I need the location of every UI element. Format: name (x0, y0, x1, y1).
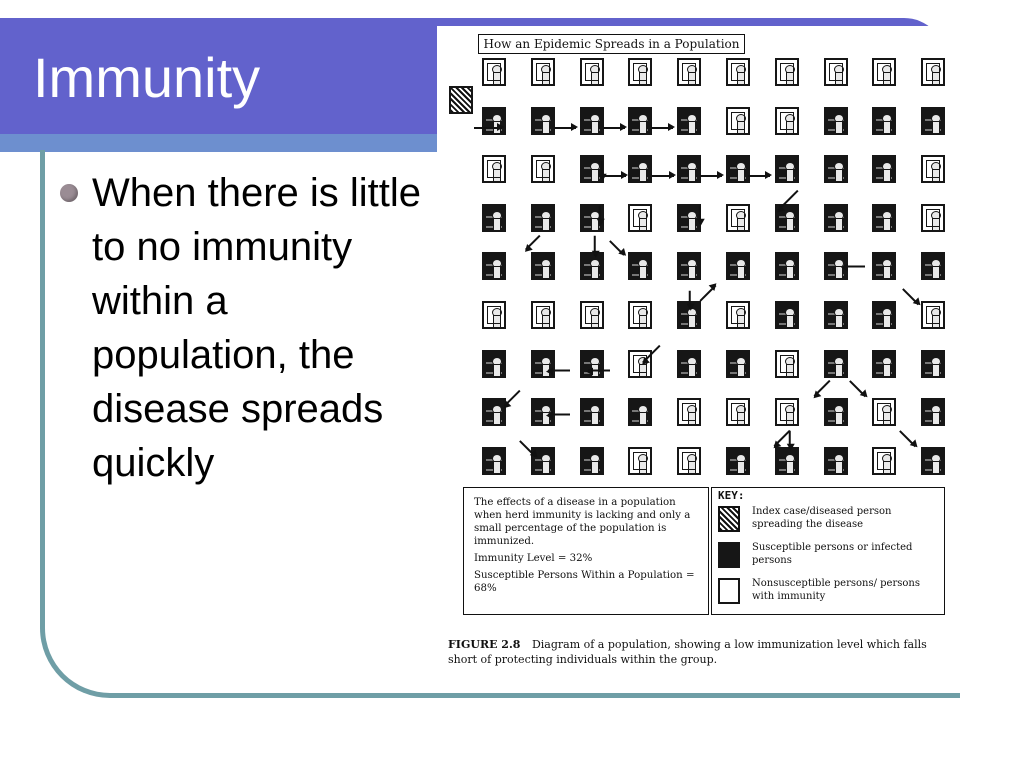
person-head-icon (882, 405, 892, 414)
person-body-icon (786, 121, 794, 134)
susceptible-person-icon (531, 204, 555, 232)
person-head-icon (638, 308, 648, 317)
susceptible-person-icon (677, 107, 701, 135)
bullet-icon (60, 184, 78, 202)
person-body-icon (737, 364, 745, 377)
key-title: KEY: (718, 489, 745, 502)
person-body-icon (932, 169, 940, 182)
person-body-icon (835, 121, 843, 134)
immune-person-icon (482, 301, 506, 329)
person-body-icon (932, 266, 940, 279)
susceptible-person-icon (921, 398, 945, 426)
immune-person-icon (775, 107, 799, 135)
person-body-icon (883, 315, 891, 328)
spread-arrow-icon (601, 161, 603, 179)
susceptible-person-icon (726, 155, 750, 183)
susceptible-person-icon (921, 252, 945, 280)
susceptible-person-icon (677, 350, 701, 378)
person-body-icon (786, 461, 794, 474)
susceptible-person-icon (628, 107, 652, 135)
susceptible-person-icon (872, 350, 896, 378)
susceptible-person-icon (824, 107, 848, 135)
immune-person-icon (872, 447, 896, 475)
person-body-icon (737, 218, 745, 231)
immune-person-icon (482, 58, 506, 86)
immune-person-icon (628, 58, 652, 86)
person-head-icon (785, 357, 795, 366)
susceptible-person-icon (628, 252, 652, 280)
person-body-icon (639, 412, 647, 425)
spread-arrow-icon (548, 370, 570, 372)
figure-key (711, 487, 945, 615)
person-body-icon (688, 461, 696, 474)
susceptible-person-icon (824, 350, 848, 378)
person-body-icon (591, 169, 599, 182)
susceptible-person-icon (580, 447, 604, 475)
person-body-icon (786, 72, 794, 85)
susceptible-person-icon (628, 155, 652, 183)
person-body-icon (542, 218, 550, 231)
person-head-icon (882, 454, 892, 463)
person-head-icon (785, 405, 795, 414)
person-head-icon (590, 65, 600, 74)
person-body-icon (737, 169, 745, 182)
person-body-icon (932, 72, 940, 85)
person-body-icon (932, 121, 940, 134)
immune-person-icon (872, 398, 896, 426)
susceptible-person-icon (824, 155, 848, 183)
slide-title: Immunity (33, 46, 261, 109)
person-body-icon (786, 412, 794, 425)
immune-person-icon (775, 398, 799, 426)
susceptible-person-icon (824, 301, 848, 329)
immune-person-icon (872, 58, 896, 86)
person-body-icon (786, 364, 794, 377)
person-head-icon (931, 162, 941, 171)
figure-title: How an Epidemic Spreads in a Population (478, 34, 745, 54)
person-head-icon (736, 308, 746, 317)
person-head-icon (931, 211, 941, 220)
person-body-icon (493, 218, 501, 231)
person-body-icon (493, 412, 501, 425)
person-body-icon (639, 169, 647, 182)
person-body-icon (639, 315, 647, 328)
figure-description (463, 487, 709, 615)
immune-person-icon (482, 155, 506, 183)
immune-person-icon (921, 204, 945, 232)
immune-person-icon (726, 204, 750, 232)
figure-caption-text: Diagram of a population, showing a low immunization level which falls short of protecting individuals within the group. (448, 638, 927, 666)
person-body-icon (688, 412, 696, 425)
person-body-icon (737, 412, 745, 425)
susceptible-person-icon (580, 107, 604, 135)
person-body-icon (835, 218, 843, 231)
bullet-text: When there is little to no immunity within a population, the disease spreads quickly (92, 171, 422, 485)
person-body-icon (591, 121, 599, 134)
susceptible-person-icon (718, 542, 740, 568)
person-body-icon (932, 218, 940, 231)
person-head-icon (931, 308, 941, 317)
person-body-icon (493, 364, 501, 377)
immune-person-icon (726, 58, 750, 86)
immune-person-icon (628, 447, 652, 475)
person-body-icon (883, 461, 891, 474)
susceptible-person-icon (824, 398, 848, 426)
person-body-icon (737, 461, 745, 474)
person-body-icon (591, 72, 599, 85)
person-body-icon (932, 364, 940, 377)
person-body-icon (542, 72, 550, 85)
person-body-icon (883, 121, 891, 134)
person-body-icon (639, 266, 647, 279)
person-head-icon (590, 308, 600, 317)
person-head-icon (492, 308, 502, 317)
susceptible-person-icon (482, 252, 506, 280)
person-head-icon (736, 65, 746, 74)
susceptible-person-icon (921, 447, 945, 475)
key-row-susceptible (718, 542, 938, 576)
person-body-icon (786, 169, 794, 182)
susceptible-person-icon (824, 447, 848, 475)
susceptible-person-icon (726, 350, 750, 378)
figure-label: FIGURE 2.8 (448, 638, 521, 651)
susceptible-person-icon (482, 447, 506, 475)
spread-arrow-icon (843, 266, 865, 268)
person-body-icon (883, 266, 891, 279)
person-body-icon (835, 169, 843, 182)
person-head-icon (785, 65, 795, 74)
person-body-icon (688, 169, 696, 182)
person-head-icon (492, 162, 502, 171)
person-body-icon (688, 266, 696, 279)
spread-arrow-icon (689, 291, 691, 309)
person-body-icon (835, 72, 843, 85)
immune-person-icon (921, 301, 945, 329)
susceptible-person-icon (872, 155, 896, 183)
person-head-icon (541, 65, 551, 74)
person-body-icon (639, 218, 647, 231)
susceptible-person-icon (775, 447, 799, 475)
spread-arrow-icon (588, 370, 610, 372)
description-immunity: Immunity Level = 32% (474, 553, 593, 564)
immune-person-icon (677, 398, 701, 426)
person-body-icon (542, 169, 550, 182)
person-body-icon (542, 315, 550, 328)
person-head-icon (931, 65, 941, 74)
immune-person-icon (726, 301, 750, 329)
person-body-icon (932, 315, 940, 328)
person-head-icon (687, 454, 697, 463)
spread-arrow-icon (603, 127, 625, 129)
person-head-icon (785, 114, 795, 123)
person-body-icon (835, 315, 843, 328)
susceptible-person-icon (872, 107, 896, 135)
spread-arrow-icon (699, 206, 701, 224)
person-head-icon (736, 211, 746, 220)
person-body-icon (737, 266, 745, 279)
immune-person-icon (531, 58, 555, 86)
immune-person-icon (726, 107, 750, 135)
susceptible-person-icon (677, 252, 701, 280)
person-body-icon (883, 218, 891, 231)
person-body-icon (835, 364, 843, 377)
person-head-icon (687, 65, 697, 74)
person-body-icon (737, 121, 745, 134)
person-body-icon (786, 266, 794, 279)
susceptible-person-icon (726, 252, 750, 280)
susceptible-person-icon (872, 252, 896, 280)
person-body-icon (835, 461, 843, 474)
susceptible-person-icon (580, 398, 604, 426)
spread-arrow-icon (651, 127, 673, 129)
spread-arrow-icon (789, 431, 791, 449)
person-head-icon (541, 162, 551, 171)
immune-person-icon (677, 58, 701, 86)
person-body-icon (883, 412, 891, 425)
person-body-icon (883, 364, 891, 377)
person-body-icon (591, 266, 599, 279)
person-head-icon (638, 454, 648, 463)
person-body-icon (493, 461, 501, 474)
immune-person-icon (726, 398, 750, 426)
person-body-icon (932, 412, 940, 425)
person-head-icon (736, 405, 746, 414)
person-body-icon (737, 72, 745, 85)
person-head-icon (541, 308, 551, 317)
immune-person-icon (775, 350, 799, 378)
person-body-icon (493, 72, 501, 85)
susceptible-person-icon (775, 252, 799, 280)
spread-arrow-icon (604, 175, 626, 177)
immune-person-icon (775, 58, 799, 86)
susceptible-person-icon (872, 301, 896, 329)
spread-arrow-icon (474, 127, 502, 129)
immune-person-icon (531, 155, 555, 183)
figure-caption (448, 637, 948, 667)
susceptible-person-icon (531, 252, 555, 280)
person-body-icon (835, 412, 843, 425)
person-body-icon (542, 461, 550, 474)
index-case-icon (718, 506, 740, 532)
immune-person-icon (580, 58, 604, 86)
key-label-immune: Nonsusceptible persons/ persons with immunity (752, 578, 920, 602)
person-body-icon (542, 121, 550, 134)
susceptible-person-icon (775, 301, 799, 329)
person-body-icon (932, 461, 940, 474)
susceptible-person-icon (872, 204, 896, 232)
susceptible-person-icon (726, 447, 750, 475)
person-head-icon (687, 405, 697, 414)
spread-arrow-icon (554, 127, 576, 129)
person-body-icon (591, 461, 599, 474)
person-body-icon (688, 121, 696, 134)
immune-person-icon (921, 155, 945, 183)
susceptible-person-icon (482, 350, 506, 378)
person-body-icon (688, 364, 696, 377)
susceptible-person-icon (482, 204, 506, 232)
spread-arrow-icon (700, 175, 722, 177)
person-body-icon (688, 72, 696, 85)
susceptible-person-icon (921, 107, 945, 135)
immune-person-icon (718, 578, 740, 604)
immune-person-icon (628, 204, 652, 232)
person-body-icon (493, 266, 501, 279)
susceptible-person-icon (824, 204, 848, 232)
person-head-icon (834, 65, 844, 74)
description-main: The effects of a disease in a population when herd immunity is lacking and only a small percentage of the population is immunized. (474, 497, 691, 547)
person-body-icon (883, 169, 891, 182)
person-body-icon (493, 169, 501, 182)
susceptible-person-icon (628, 398, 652, 426)
person-body-icon (688, 315, 696, 328)
person-body-icon (639, 461, 647, 474)
person-body-icon (688, 218, 696, 231)
spread-arrow-icon (594, 236, 596, 256)
susceptible-person-icon (677, 155, 701, 183)
person-body-icon (591, 315, 599, 328)
spread-arrow-icon (599, 206, 601, 224)
immune-person-icon (628, 301, 652, 329)
immune-person-icon (580, 301, 604, 329)
person-head-icon (736, 114, 746, 123)
spread-arrow-icon (548, 414, 570, 416)
person-body-icon (591, 412, 599, 425)
index-case-icon (449, 86, 473, 114)
person-body-icon (883, 72, 891, 85)
key-label-index: Index case/diseased person spreading the disease (752, 506, 892, 530)
person-head-icon (638, 65, 648, 74)
person-body-icon (493, 315, 501, 328)
immune-person-icon (921, 58, 945, 86)
person-body-icon (542, 266, 550, 279)
person-body-icon (639, 72, 647, 85)
susceptible-person-icon (921, 350, 945, 378)
person-body-icon (786, 218, 794, 231)
person-head-icon (492, 65, 502, 74)
immune-person-icon (677, 447, 701, 475)
key-label-susceptible: Susceptible persons or infected persons (752, 542, 913, 566)
description-susceptible: Susceptible Persons Within a Population = 68% (474, 570, 695, 594)
person-body-icon (639, 121, 647, 134)
person-body-icon (737, 315, 745, 328)
susceptible-person-icon (775, 155, 799, 183)
spread-arrow-icon (748, 175, 770, 177)
immune-person-icon (531, 301, 555, 329)
key-row-immune (718, 578, 938, 612)
key-row-index (718, 506, 938, 540)
spread-arrow-icon (652, 175, 674, 177)
immune-person-icon (824, 58, 848, 86)
susceptible-person-icon (531, 107, 555, 135)
person-head-icon (882, 65, 892, 74)
person-head-icon (638, 211, 648, 220)
person-body-icon (786, 315, 794, 328)
